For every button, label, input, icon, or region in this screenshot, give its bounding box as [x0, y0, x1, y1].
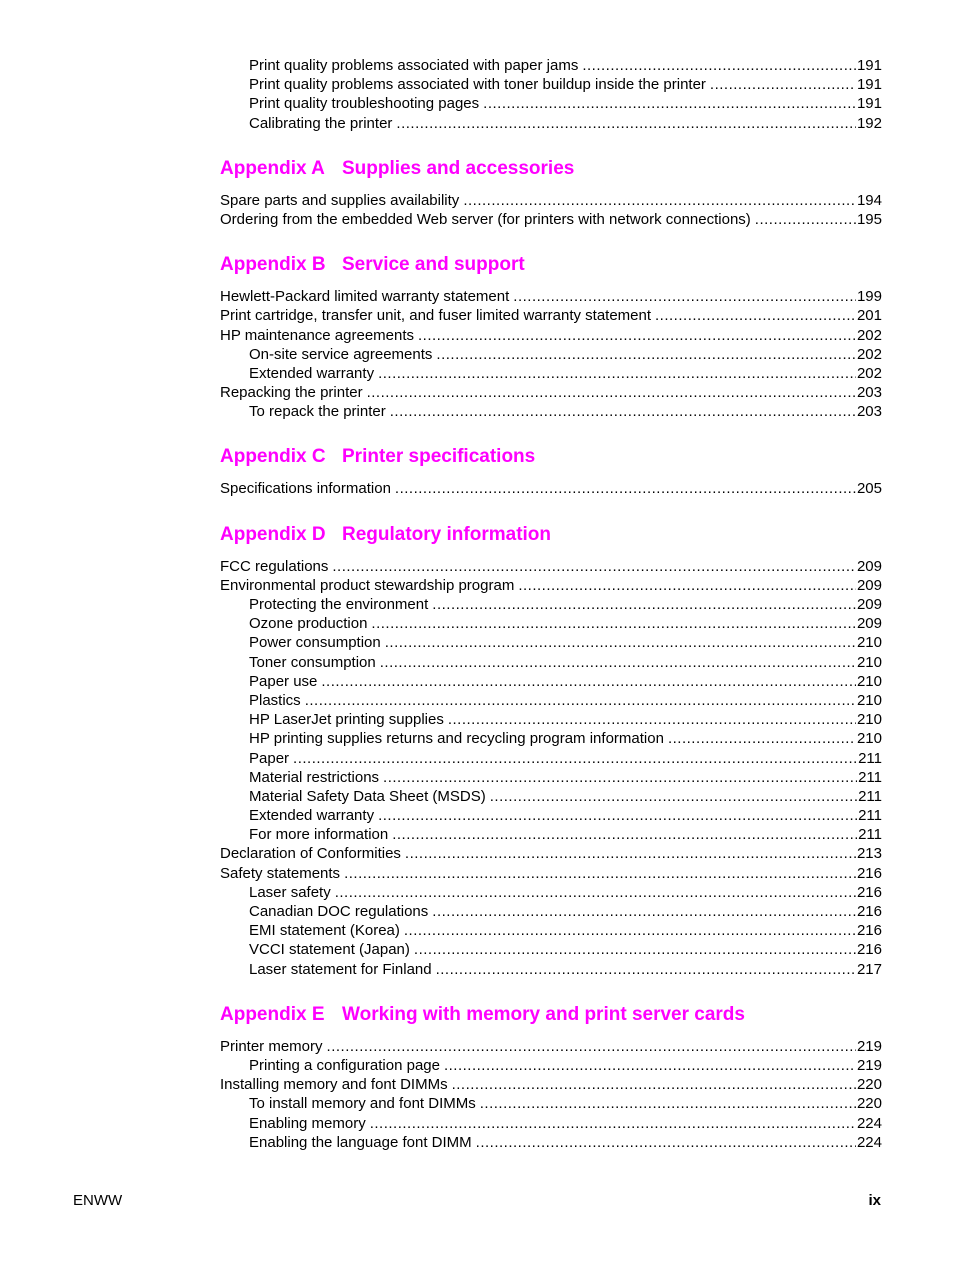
toc-entry-title: Calibrating the printer: [249, 114, 393, 132]
appendix-label: Appendix D: [220, 523, 326, 545]
appendix-title: Regulatory information: [342, 523, 552, 545]
toc-entry[interactable]: [220, 287, 882, 306]
toc-entry-page: 211: [858, 768, 882, 786]
toc-entry-title: For more information: [249, 826, 389, 844]
toc-entry[interactable]: [220, 883, 882, 902]
dot-leader: [383, 768, 857, 787]
toc-entry-page: 209: [856, 576, 882, 594]
dot-leader: [655, 306, 856, 325]
appendix-label: Appendix E: [220, 1003, 325, 1025]
toc-entry-title: Power consumption: [249, 634, 381, 652]
toc-entry-title: Canadian DOC regulations: [249, 903, 429, 920]
toc-entry[interactable]: [220, 787, 882, 806]
toc-entry-title: Protecting the environment: [249, 596, 429, 613]
appendix-heading: [220, 523, 882, 547]
toc-entry[interactable]: [220, 902, 882, 921]
toc-entry-title: To install memory and font DIMMs: [249, 1095, 476, 1113]
toc-entry-title: Printing a configuration page: [249, 1056, 440, 1074]
toc-entry[interactable]: [220, 576, 882, 595]
toc-entry[interactable]: [220, 691, 882, 710]
toc-entry-title: Print quality troubleshooting pages: [249, 95, 480, 113]
dot-leader: [418, 326, 856, 345]
toc-entry[interactable]: [220, 75, 882, 94]
toc-entry-page: 201: [856, 307, 882, 325]
toc-entry-page: 216: [856, 903, 882, 920]
toc-entry-page: 219: [856, 1056, 882, 1074]
toc-entry-title: Laser safety: [249, 883, 331, 901]
dot-leader: [378, 364, 856, 383]
toc-entry-page: 210: [856, 730, 882, 748]
appendix-title: Service and support: [342, 254, 525, 276]
toc-entry-title: Spare parts and supplies availability: [220, 191, 460, 209]
toc-entry-page: 213: [856, 845, 882, 863]
toc-entry[interactable]: [220, 191, 882, 210]
toc-entry-page: 209: [856, 596, 882, 613]
toc-entry-title: Environmental product stewardship program: [220, 576, 515, 594]
toc-entry[interactable]: [220, 1094, 882, 1113]
dot-leader: [582, 56, 856, 75]
dot-leader: [327, 1037, 856, 1056]
toc-entry[interactable]: [220, 710, 882, 729]
toc-entry-page: 195: [856, 210, 882, 228]
toc-entry-page: 210: [856, 691, 882, 709]
appendix-label: Appendix C: [220, 446, 326, 468]
toc-entry-page: 202: [856, 345, 882, 363]
appendix-label: Appendix A: [220, 157, 325, 179]
dot-leader: [395, 479, 856, 498]
dot-leader: [370, 1114, 856, 1133]
dot-leader: [513, 287, 856, 306]
toc-entry-title: Material Safety Data Sheet (MSDS): [249, 787, 486, 805]
footer-page-number: ix: [868, 1192, 881, 1209]
dot-leader: [367, 383, 856, 402]
toc-entry-page: 211: [858, 787, 882, 805]
appendix-title: Printer specifications: [342, 446, 536, 468]
toc-entry[interactable]: [220, 633, 882, 652]
toc-entry-title: Toner consumption: [249, 653, 376, 671]
toc-entry[interactable]: [220, 326, 882, 345]
toc-entry-page: 211: [858, 749, 882, 767]
toc-entry-title: Repacking the printer: [220, 384, 363, 402]
dot-leader: [305, 691, 856, 710]
toc-entry[interactable]: [220, 825, 882, 844]
toc-entry-page: 194: [856, 191, 882, 209]
toc-entry-page: 211: [858, 807, 882, 825]
toc-entry-title: Enabling the language font DIMM: [249, 1133, 472, 1151]
dot-leader: [378, 806, 857, 825]
dot-leader: [463, 191, 856, 210]
dot-leader: [390, 402, 856, 421]
toc-entry[interactable]: [220, 402, 882, 421]
toc-entry[interactable]: [220, 210, 882, 229]
toc-entry[interactable]: [220, 56, 882, 75]
toc-entry-page: 211: [858, 826, 882, 844]
toc-entry-page: 216: [856, 883, 882, 901]
toc-entry-page: 210: [856, 672, 882, 690]
toc-entry[interactable]: [220, 729, 882, 748]
toc-entry-title: Extended warranty: [249, 364, 375, 382]
toc-entry[interactable]: [220, 1133, 882, 1152]
toc-entry[interactable]: [220, 306, 882, 325]
toc-entry-title: HP LaserJet printing supplies: [249, 711, 444, 729]
toc-entry-title: Print quality problems associated with paper jams: [249, 57, 579, 74]
dot-leader: [436, 960, 856, 979]
dot-leader: [414, 940, 856, 959]
toc-entry-page: 205: [856, 480, 882, 498]
toc-entry[interactable]: [220, 94, 882, 113]
table-of-contents: [220, 56, 882, 1152]
toc-entry-page: 191: [856, 76, 882, 94]
toc-entry[interactable]: [220, 614, 882, 633]
toc-entry[interactable]: [220, 864, 882, 883]
toc-entry-title: Extended warranty: [249, 807, 375, 825]
toc-entry-page: 216: [856, 922, 882, 940]
dot-leader: [444, 1056, 856, 1075]
dot-leader: [321, 672, 856, 691]
appendix-heading: [220, 1003, 882, 1027]
toc-entry[interactable]: [220, 1037, 882, 1056]
toc-entry-title: Specifications information: [220, 480, 391, 498]
toc-entry[interactable]: [220, 960, 882, 979]
toc-entry-page: 202: [856, 364, 882, 382]
toc-entry-page: 210: [856, 634, 882, 652]
toc-entry[interactable]: [220, 768, 882, 787]
appendix-title: Supplies and accessories: [342, 157, 575, 179]
toc-entry-title: Print cartridge, transfer unit, and fuser limited warranty statement: [220, 307, 652, 325]
dot-leader: [332, 557, 856, 576]
dot-leader: [483, 94, 856, 113]
dot-leader: [518, 576, 856, 595]
dot-leader: [380, 653, 856, 672]
toc-entry-page: 203: [856, 403, 882, 421]
dot-leader: [490, 787, 857, 806]
toc-entry-title: HP maintenance agreements: [220, 326, 415, 344]
toc-entry-page: 202: [856, 326, 882, 344]
toc-entry[interactable]: [220, 114, 882, 133]
dot-leader: [293, 749, 857, 768]
dot-leader: [335, 883, 856, 902]
dot-leader: [405, 844, 856, 863]
toc-entry-page: 210: [856, 711, 882, 729]
appendix-heading: [220, 445, 882, 469]
dot-leader: [385, 633, 856, 652]
dot-leader: [710, 75, 856, 94]
appendix-heading: [220, 253, 882, 277]
toc-entry-page: 220: [856, 1076, 882, 1094]
toc-entry[interactable]: [220, 653, 882, 672]
toc-entry-title: Declaration of Conformities: [220, 845, 401, 863]
toc-entry-page: 216: [856, 941, 882, 959]
appendix-label: Appendix B: [220, 254, 326, 276]
toc-entry-title: FCC regulations: [220, 557, 329, 575]
toc-entry-page: 210: [856, 653, 882, 671]
toc-entry-title: HP printing supplies returns and recycling program information: [249, 730, 664, 748]
toc-entry-page: 209: [856, 615, 882, 633]
toc-entry[interactable]: [220, 672, 882, 691]
dot-leader: [371, 614, 856, 633]
toc-entry-page: 191: [856, 95, 882, 113]
toc-entry-title: EMI statement (Korea): [249, 922, 400, 940]
dot-leader: [668, 729, 856, 748]
dot-leader: [452, 1075, 856, 1094]
toc-entry-title: Printer memory: [220, 1037, 323, 1055]
appendix-heading: [220, 157, 882, 181]
dot-leader: [755, 210, 856, 229]
toc-entry-page: 199: [856, 288, 882, 306]
toc-entry-title: Laser statement for Finland: [249, 960, 432, 978]
toc-entry-page: 216: [856, 864, 882, 882]
toc-entry[interactable]: [220, 345, 882, 364]
dot-leader: [436, 345, 856, 364]
toc-entry-title: Safety statements: [220, 864, 341, 882]
toc-entry-title: Ozone production: [249, 615, 368, 633]
toc-entry[interactable]: [220, 557, 882, 576]
toc-entry-title: Enabling memory: [249, 1114, 366, 1132]
dot-leader: [396, 114, 856, 133]
toc-entry-title: To repack the printer: [249, 403, 386, 421]
toc-entry[interactable]: [220, 806, 882, 825]
dot-leader: [404, 921, 856, 940]
toc-entry-title: On-site service agreements: [249, 345, 433, 363]
dot-leader: [476, 1133, 856, 1152]
toc-entry-page: 219: [856, 1037, 882, 1055]
toc-entry-page: 220: [856, 1095, 882, 1113]
toc-entry[interactable]: [220, 1056, 882, 1075]
toc-entry-page: 217: [856, 960, 882, 978]
dot-leader: [432, 902, 856, 921]
toc-entry[interactable]: [220, 749, 882, 768]
toc-entry-title: Material restrictions: [249, 768, 380, 786]
toc-entry-title: Ordering from the embedded Web server (for printers with network connections): [220, 210, 751, 228]
toc-entry-page: 209: [856, 557, 882, 575]
toc-entry[interactable]: [220, 1114, 882, 1133]
dot-leader: [448, 710, 856, 729]
toc-entry[interactable]: [220, 940, 882, 959]
toc-entry[interactable]: [220, 1075, 882, 1094]
dot-leader: [344, 864, 856, 883]
toc-entry[interactable]: [220, 383, 882, 402]
dot-leader: [432, 595, 856, 614]
dot-leader: [392, 825, 857, 844]
toc-entry-title: Plastics: [249, 691, 301, 709]
footer-document-id: ENWW: [73, 1192, 123, 1209]
toc-entry[interactable]: [220, 921, 882, 940]
toc-entry-title: Print quality problems associated with toner buildup inside the printer: [249, 76, 706, 94]
toc-entry-title: VCCI statement (Japan): [249, 941, 410, 959]
toc-entry[interactable]: [220, 844, 882, 863]
toc-entry[interactable]: [220, 479, 882, 498]
toc-entry-page: 224: [856, 1114, 882, 1132]
toc-entry-title: Paper use: [249, 672, 318, 690]
toc-entry[interactable]: [220, 595, 882, 614]
toc-entry-title: Hewlett-Packard limited warranty statement: [220, 288, 510, 306]
appendix-title: Working with memory and print server cards: [342, 1003, 745, 1025]
dot-leader: [480, 1094, 856, 1113]
toc-entry-title: Paper: [249, 749, 290, 767]
toc-entry-page: 203: [856, 384, 882, 402]
toc-entry-page: 192: [856, 114, 882, 132]
toc-entry[interactable]: [220, 364, 882, 383]
toc-entry-title: Installing memory and font DIMMs: [220, 1076, 448, 1094]
toc-entry-page: 224: [856, 1133, 882, 1151]
toc-entry-page: 191: [856, 57, 882, 74]
